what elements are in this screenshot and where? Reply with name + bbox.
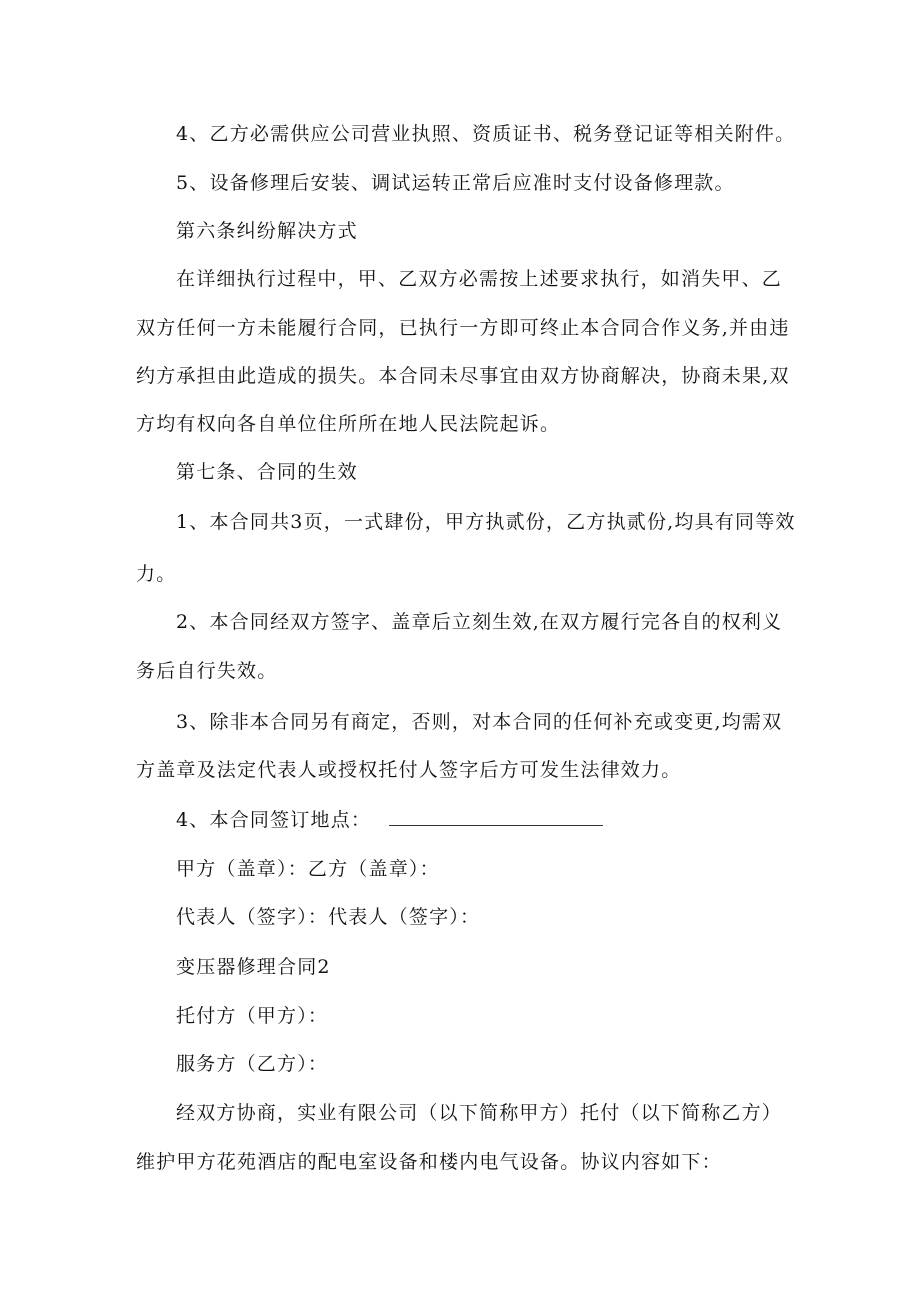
clause-7-3-line-1: 3、除非本合同另有商定，否则，对本合同的任何补充或变更,均需双 xyxy=(176,711,783,733)
clause-7-3-line-2: 方盖章及法定代表人或授权托付人签字后方可发生法律效力。 xyxy=(136,759,682,781)
article-6-paragraph-line-3: 约方承担由此造成的损失。本合同未尽事宜由双方协商解决，协商未果,双 xyxy=(136,365,790,387)
seal-line: 甲方（盖章）：乙方（盖章）： xyxy=(176,858,440,880)
clause-7-1-line-2: 力。 xyxy=(136,563,177,585)
article-6-paragraph-line-2: 双方任何一方未能履行合同，已执行一方即可终止本合同合作义务,并由违 xyxy=(136,317,790,339)
signing-place-blank-line xyxy=(389,807,603,826)
party-b-line: 服务方（乙方）： xyxy=(176,1053,329,1075)
clause-5-4: 4、乙方必需供应公司营业执照、资质证书、税务登记证等相关附件。 xyxy=(176,123,796,145)
clause-7-2-line-1: 2、本合同经双方签字、盖章后立刻生效,在双方履行完各自的权利义 xyxy=(176,611,783,633)
article-6-paragraph-line-4: 方均有权向各自单位住所所在地人民法院起诉。 xyxy=(136,413,561,435)
article-7-heading: 第七条、合同的生效 xyxy=(176,461,358,483)
representative-signature-line: 代表人（签字）：代表人（签字）： xyxy=(176,906,481,928)
contract-2-title: 变压器修理合同2 xyxy=(176,956,331,978)
clause-7-2-line-2: 务后自行失效。 xyxy=(136,660,278,682)
article-6-heading: 第六条纠纷解决方式 xyxy=(176,220,358,242)
article-6-paragraph-line-1: 在详细执行过程中，甲、乙双方必需按上述要求执行，如消失甲、乙 xyxy=(176,268,783,290)
contract-2-intro-line-1: 经双方协商，实业有限公司（以下简称甲方）托付（以下简称乙方） xyxy=(176,1102,783,1124)
party-a-line: 托付方（甲方）： xyxy=(176,1005,329,1027)
clause-7-4 xyxy=(176,807,836,832)
clause-5-5: 5、设备修理后安装、调试运转正常后应准时支付设备修理款。 xyxy=(176,172,735,194)
signing-place-label: 4、本合同签订地点： xyxy=(176,809,372,831)
contract-2-intro-line-2: 维护甲方花苑酒店的配电室设备和楼内电气设备。协议内容如下： xyxy=(136,1151,722,1173)
clause-7-1-line-1: 1、本合同共3页，一式肆份，甲方执贰份，乙方执贰份,均具有同等效 xyxy=(176,511,796,533)
